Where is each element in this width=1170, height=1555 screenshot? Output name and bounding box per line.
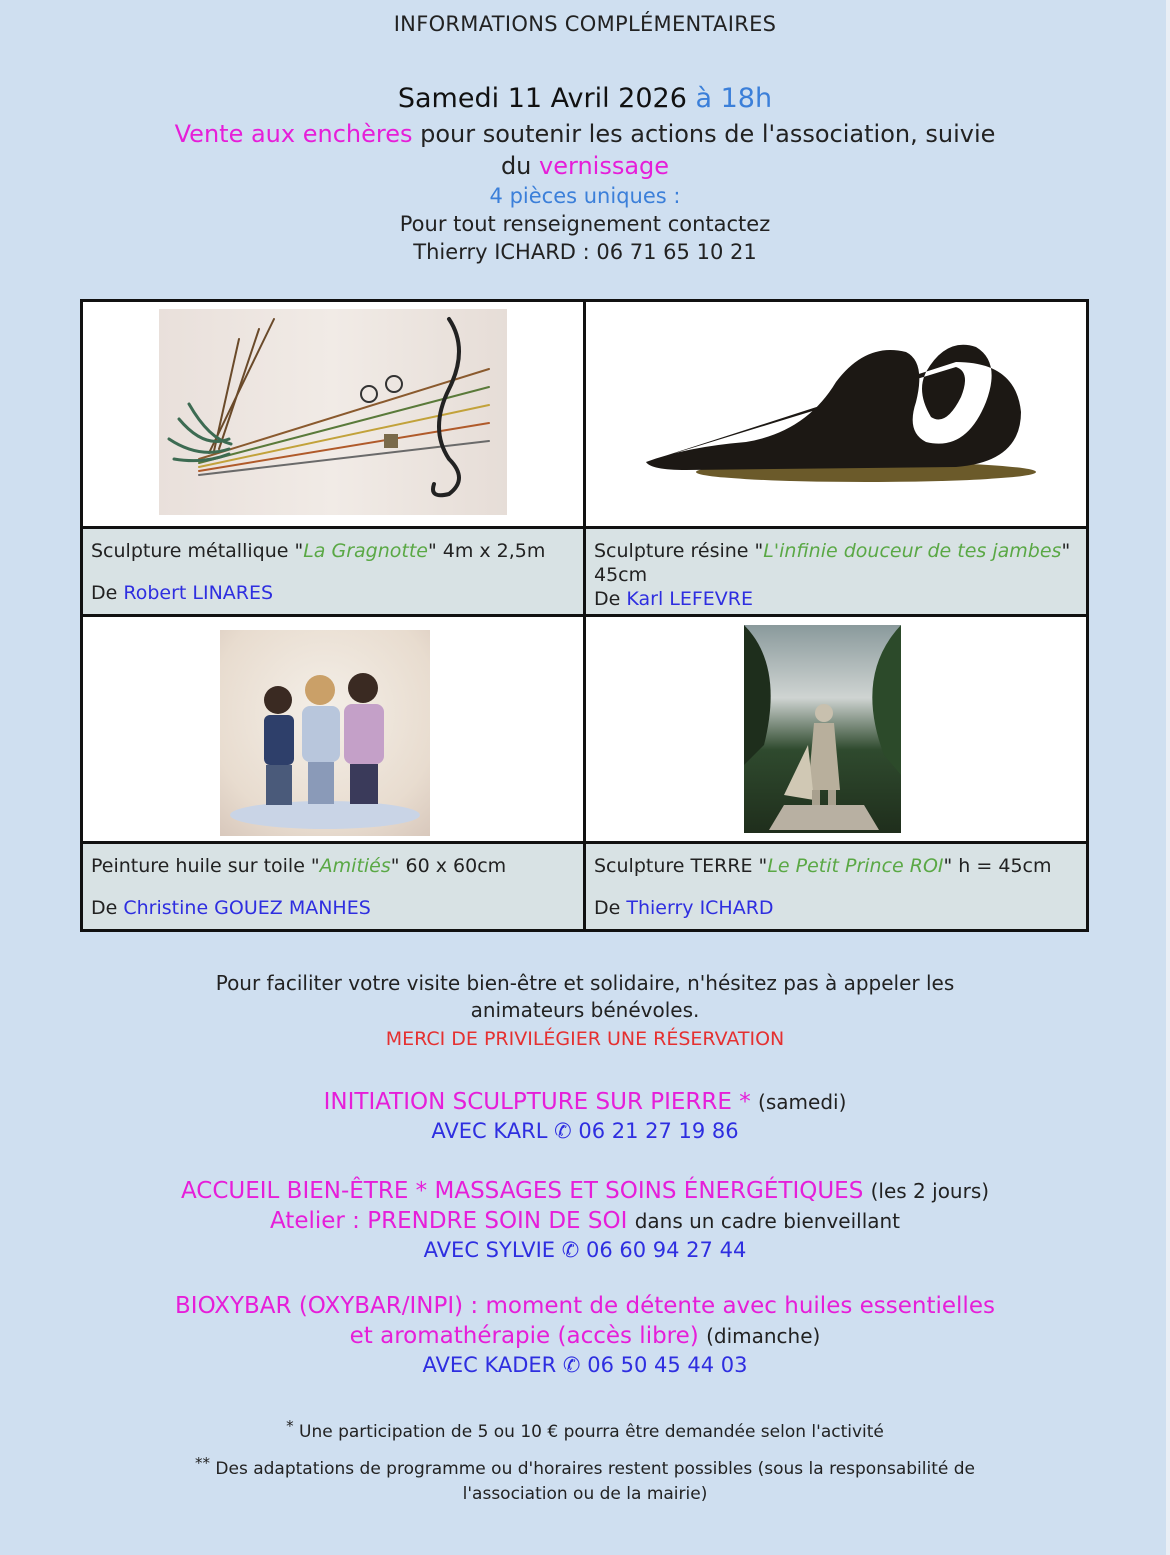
activity-title-line (0, 1176, 1170, 1206)
activity-when: (dimanche) (706, 1324, 821, 1348)
artwork-author-line (594, 587, 1078, 611)
footnote-star: ** (194, 1454, 210, 1472)
event-block (0, 82, 1170, 266)
footnote-2 (0, 1451, 1170, 1482)
visit-line2: animateurs bénévoles. (470, 998, 700, 1022)
activity-sculpture (0, 1087, 1170, 1146)
terre-sculpture-icon (744, 625, 901, 833)
artwork-caption-4 (585, 843, 1088, 931)
visit-line1: Pour faciliter votre visite bien-être et solidaire, n'hésitez pas à appeler les (215, 971, 955, 995)
activity-title: INITIATION SCULPTURE SUR PIERRE * (323, 1089, 751, 1115)
footnote-star: * (286, 1417, 294, 1435)
artwork-author: Karl LEFEVRE (626, 588, 754, 610)
visit-info (0, 970, 1170, 1053)
activity-contact: AVEC SYLVIE ✆ 06 60 94 27 44 (423, 1238, 747, 1262)
artwork-size: " 45cm (594, 540, 1071, 586)
music-sculpture-icon (159, 309, 507, 515)
artwork-size: " 60 x 60cm (390, 855, 507, 877)
painting-children-icon (220, 630, 430, 836)
artwork-image-amities (220, 630, 430, 836)
artwork-image-cell-2 (585, 301, 1088, 528)
artwork-author: Robert LINARES (123, 582, 274, 604)
page-title: INFORMATIONS COMPLÉMENTAIRES (393, 12, 777, 36)
artwork-size: " 4m x 2,5m (427, 540, 546, 562)
activity-title-2: et aromathérapie (accès libre) (349, 1323, 699, 1349)
artwork-caption-3 (82, 843, 585, 931)
atelier-title: Atelier : PRENDRE SOIN DE SOI (269, 1208, 628, 1234)
artwork-title: L'infinie douceur de tes jambes (763, 540, 1062, 562)
artwork-image-cell-1 (82, 301, 585, 528)
atelier-rest: dans un cadre bienveillant (634, 1209, 901, 1233)
artwork-image-cell-4 (585, 616, 1088, 843)
reservation-notice: MERCI DE PRIVILÉGIER UNE RÉSERVATION (385, 1028, 785, 1050)
vernissage-label: vernissage (539, 152, 670, 180)
artwork-description (91, 539, 575, 563)
activity-title: ACCUEIL BIEN-ÊTRE * MASSAGES ET SOINS ÉNERGÉTIQUES (180, 1178, 864, 1204)
artwork-author-line (91, 896, 575, 920)
activity-title-line2 (0, 1321, 1170, 1351)
artwork-author: Christine GOUEZ MANHES (123, 897, 371, 919)
artwork-type: Sculpture métallique " (91, 540, 304, 562)
artwork-image-petit-prince (744, 625, 901, 833)
artwork-author-line (91, 581, 575, 605)
artwork-title: Amitiés (319, 855, 391, 877)
activity-bioxybar (0, 1291, 1170, 1380)
artwork-type: Peinture huile sur toile " (91, 855, 320, 877)
atelier-line (0, 1206, 1170, 1236)
contact-line2: Thierry ICHARD : 06 71 65 10 21 (413, 240, 757, 264)
event-date-line (0, 82, 1170, 116)
artwork-caption-2 (585, 528, 1088, 616)
footnotes (0, 1414, 1170, 1507)
event-date: Samedi 11 Avril 2026 (397, 83, 687, 114)
artwork-description (594, 854, 1078, 878)
author-prefix: De (594, 897, 621, 919)
author-prefix: De (91, 897, 118, 919)
artwork-image-la-gragnotte (159, 309, 507, 515)
footnote-2-cont: l'association ou de la mairie) (462, 1484, 708, 1504)
footnote-text: Des adaptations de programme ou d'horaires restent possibles (sous la responsabilité de (215, 1459, 975, 1479)
auction-line (0, 118, 1170, 150)
activity-accueil (0, 1176, 1170, 1265)
activity-contact: AVEC KADER ✆ 06 50 45 44 03 (422, 1353, 748, 1377)
artwork-author-line (594, 896, 1078, 920)
artwork-type: Sculpture résine " (594, 540, 764, 562)
artwork-title: La Gragnotte (303, 540, 428, 562)
artwork-title: Le Petit Prince ROI (767, 855, 944, 877)
activity-title: BIOXYBAR (OXYBAR/INPI) : moment de détente avec huiles essentielles (175, 1293, 995, 1319)
artwork-type: Sculpture TERRE " (594, 855, 768, 877)
auction-rest: pour soutenir les actions de l'association, suivie (420, 120, 996, 148)
artwork-description (91, 854, 575, 878)
auction-label: Vente aux enchères (174, 120, 413, 148)
activity-when: (les 2 jours) (870, 1179, 990, 1203)
artwork-image-infinie-douceur (626, 322, 1046, 492)
artworks-table (80, 299, 1089, 932)
artwork-image-cell-3 (82, 616, 585, 843)
contact-line1: Pour tout renseignement contactez (399, 212, 771, 236)
author-prefix: De (594, 588, 621, 610)
du-text: du (500, 152, 532, 180)
author-prefix: De (91, 582, 118, 604)
artwork-size: " h = 45cm (943, 855, 1052, 877)
footnote-1 (0, 1414, 1170, 1445)
event-time: à 18h (695, 83, 773, 114)
activity-title-line (0, 1087, 1170, 1117)
artwork-caption-1 (82, 528, 585, 616)
artwork-author: Thierry ICHARD (626, 897, 774, 919)
resin-sculpture-icon (626, 322, 1046, 492)
artwork-description (594, 539, 1078, 587)
footnote-text: Une participation de 5 ou 10 € pourra être demandée selon l'activité (299, 1422, 884, 1442)
activity-contact: AVEC KARL ✆ 06 21 27 19 86 (431, 1119, 739, 1143)
activity-when: (samedi) (758, 1090, 847, 1114)
vernissage-line (0, 150, 1170, 182)
pieces-count: 4 pièces uniques : (489, 184, 681, 208)
